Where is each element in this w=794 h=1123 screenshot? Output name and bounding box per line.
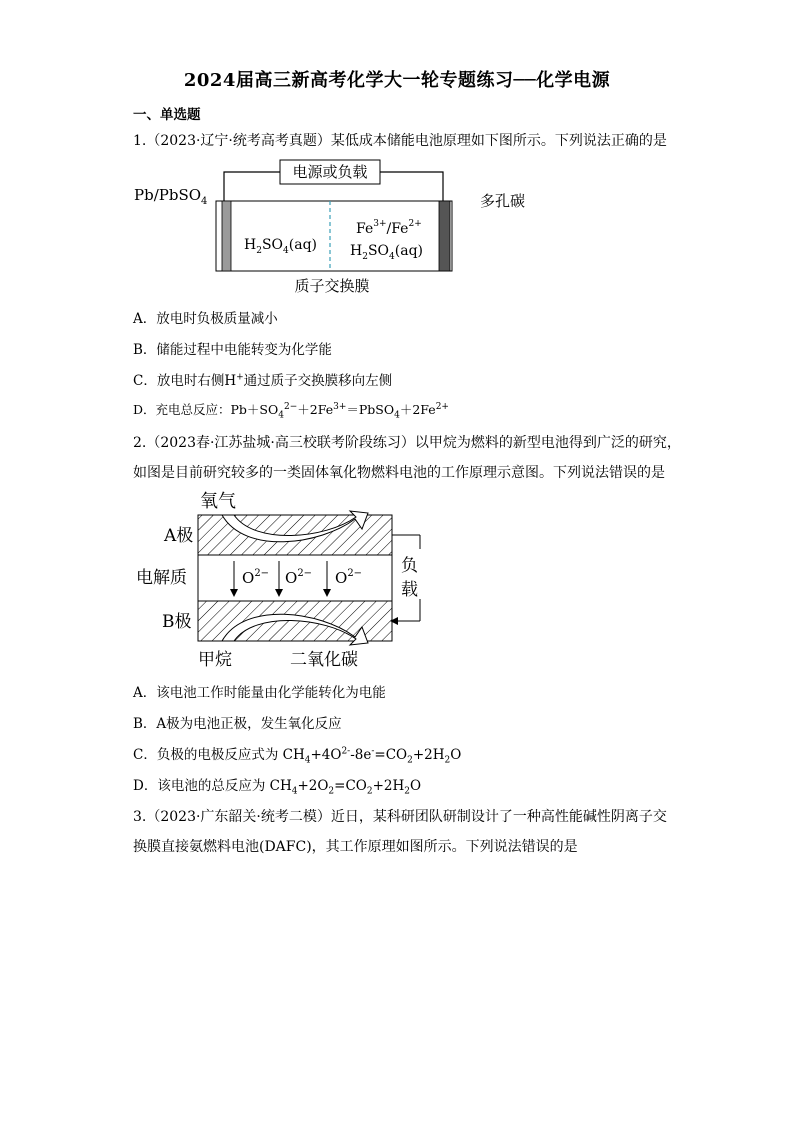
q1-option-d: D．充电总反应：$Pb+SO_4^{2-}+2Fe^{3+}=PbSO_4+2Fe^{2+}$ <box>133 401 449 421</box>
q2-option-b: B．A极为电池正极，发生氧化反应 <box>133 716 342 732</box>
q2-electrolyte-label: 电解质 <box>136 568 187 588</box>
q2-option-a: A．该电池工作时能量由化学能转化为电能 <box>133 685 386 701</box>
section-heading: 一、单选题 <box>133 107 201 123</box>
q1-stem: 1.（2023·辽宁·统考高考真题）某低成本储能电池原理如下图所示。下列说法正确的是 <box>133 133 667 149</box>
q1-option-b: B．储能过程中电能转变为化学能 <box>133 342 332 358</box>
q1-cell-body <box>216 201 452 271</box>
q1-option-c: C．放电时右侧H+通过质子交换膜移向左侧 <box>133 372 393 389</box>
q2-fuel-cell-diagram <box>130 485 440 675</box>
q2-stem-line-2: 如图是目前研究较多的一类固体氧化物燃料电池的工作原理示意图。下列说法错误的是 <box>133 465 665 481</box>
q3-stem-line-1: 3.（2023·广东韶关·统考二模）近日，某科研团队研制设计了一种高性能碱性阴离子交 <box>133 809 667 825</box>
q2-option-c: C．负极的电极反应式为 $CH_4+4O^{2-}-8e^-=CO_2+2H_2O$ <box>133 746 462 766</box>
q3-stem-line-2: 换膜直接氨燃料电池(DAFC)，其工作原理如图所示。下列说法错误的是 <box>133 839 578 855</box>
q1-left-solution: $H_2SO_4(aq)$ <box>244 237 317 256</box>
document-title: 2024届高三新高考化学大一轮专题练习──化学电源 <box>183 70 611 91</box>
q2-ion-label-2: $O^{2-}$ <box>285 568 313 587</box>
q1-circuit-wire-left <box>224 172 280 201</box>
q2-stem-line-1: 2.（2023春·江苏盐城·高三校联考阶段练习）以甲烷为燃料的新型电池得到广泛的研究， <box>133 435 681 451</box>
q1-right-ions: $Fe^{3+}/Fe^{2+}$ <box>356 219 422 237</box>
q1-power-load-label: 电源或负载 <box>292 163 368 181</box>
q2-load-label-bottom: 载 <box>401 580 418 600</box>
q2-oxygen-label: 氧气 <box>200 491 236 512</box>
q2-ion-label-1: $O^{2-}$ <box>242 568 270 587</box>
q1-right-solution: $H_2SO_4(aq)$ <box>350 243 423 262</box>
q1-right-electrode-label: 多孔碳 <box>480 192 526 210</box>
q2-methane-label: 甲烷 <box>198 650 232 670</box>
q1-right-electrode <box>439 201 450 271</box>
q2-electrode-b-label: B极 <box>162 612 192 632</box>
q1-circuit-wire-right <box>380 172 443 201</box>
q2-load-label-top: 负 <box>401 556 418 576</box>
q2-co2-label: 二氧化碳 <box>290 650 358 670</box>
q1-left-electrode-label: Pb/PbSO$_4$ <box>134 186 208 207</box>
q2-option-d: D．该电池的总反应为 $CH_4+2O_2=CO_2+2H_2O$ <box>133 778 422 797</box>
q1-battery-diagram <box>130 155 550 300</box>
q1-option-a: A．放电时负极质量减小 <box>133 311 278 327</box>
q1-membrane-label: 质子交换膜 <box>294 277 370 295</box>
q2-ion-label-3: $O^{2-}$ <box>335 568 363 587</box>
q2-electrode-a-label: A极 <box>164 526 194 546</box>
q1-left-electrode <box>222 201 231 271</box>
